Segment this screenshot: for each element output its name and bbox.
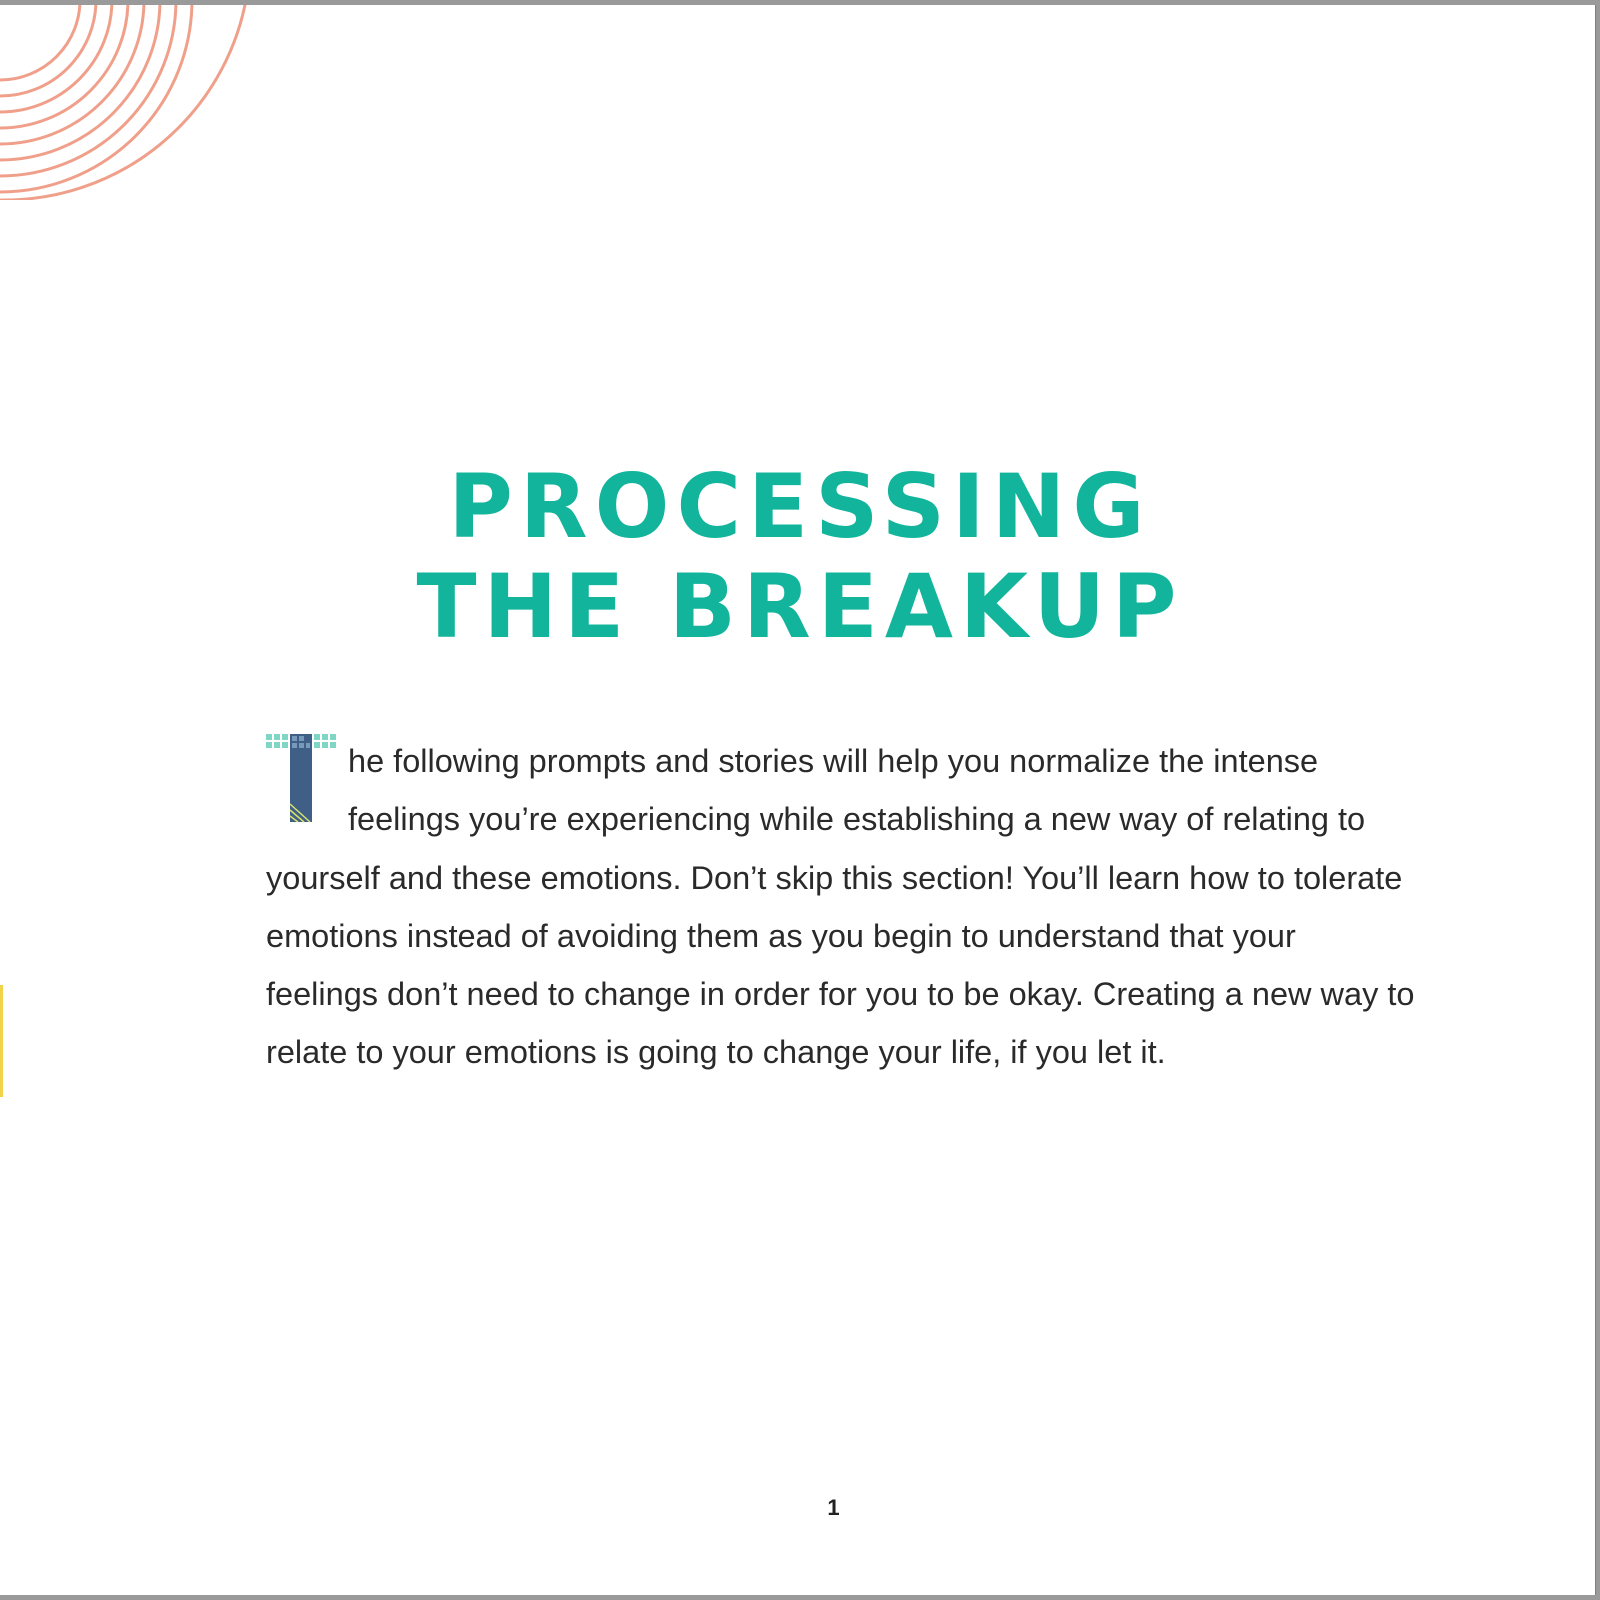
chapter-title-line-1: PROCESSING — [448, 455, 1152, 558]
drop-cap-t-icon — [266, 732, 348, 846]
page-number: 1 — [827, 1495, 840, 1520]
intro-paragraph-text: he following prompts and stories will help you normalize the intense feelings you’re experiencing while establishing a new way of relating to yourself and these emotions. Don’t skip this section! You’ll learn how to tolerate emotions instead of avoiding them as you begin to understand that your feelings don’t need to change in order for you to be okay. Creating a new way to relate to your emotions is going to change your life, if you let it. — [266, 743, 1415, 1071]
book-page — [0, 5, 1595, 1595]
corner-arcs-decoration — [0, 5, 260, 200]
edge-marker — [0, 985, 3, 1097]
chapter-title — [0, 457, 1595, 657]
chapter-title-line-2: THE BREAKUP — [416, 555, 1184, 658]
intro-paragraph — [266, 732, 1416, 1082]
